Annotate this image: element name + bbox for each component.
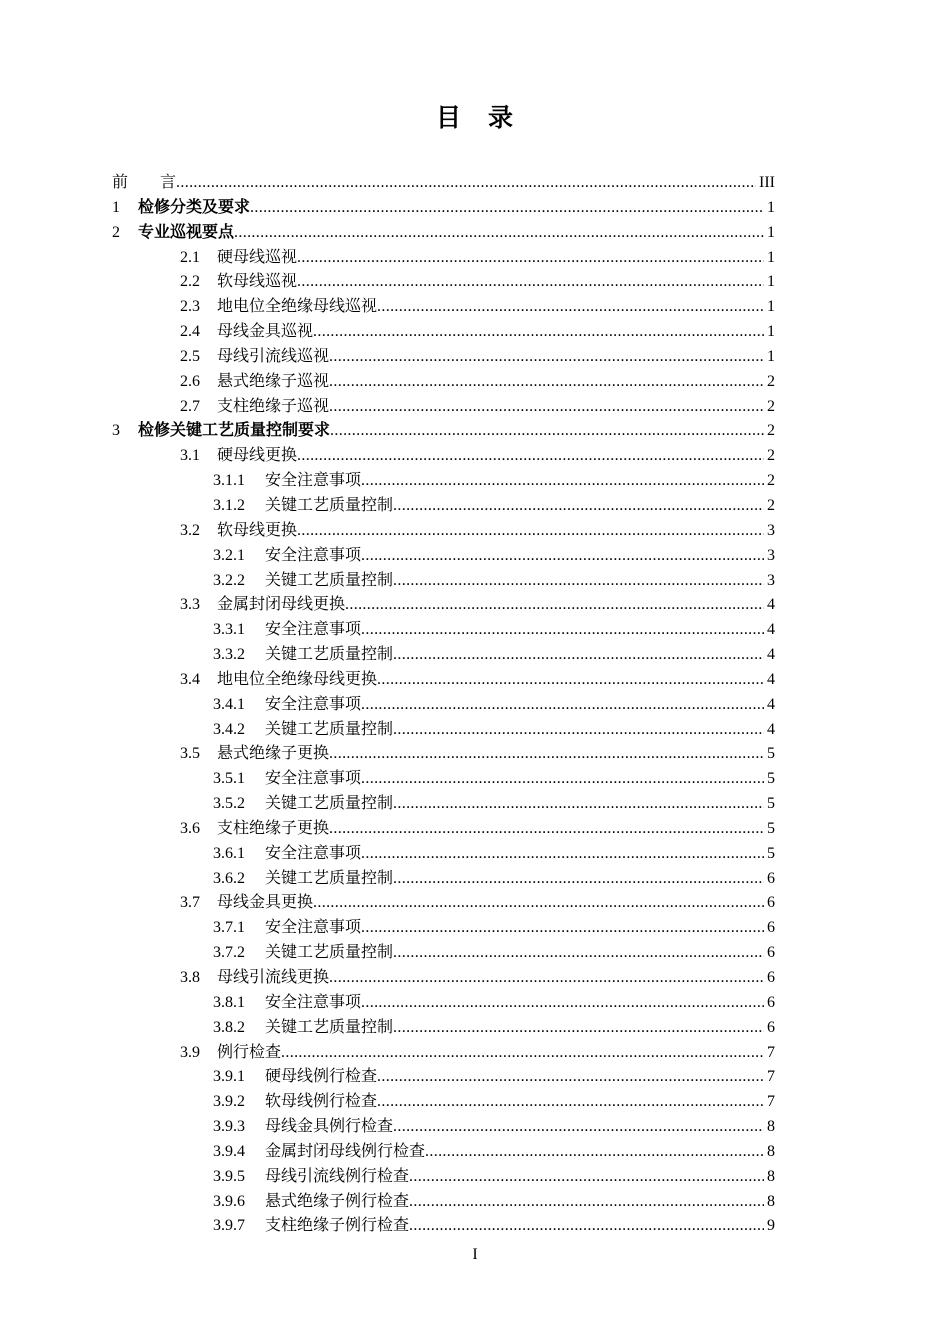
toc-entry[interactable] [112, 1115, 775, 1140]
toc-leader-dots [377, 295, 764, 320]
toc-entry-number: 3.9.5 [213, 1167, 245, 1185]
toc-entry[interactable] [112, 469, 775, 494]
toc-page-number: 3 [767, 571, 775, 589]
toc-entry-number: 3.4 [180, 670, 200, 688]
toc-leader-dots [250, 196, 764, 221]
toc-entry-number: 3.9 [180, 1043, 200, 1061]
toc-leader-dots [409, 1214, 764, 1239]
toc-leader-dots [361, 767, 764, 792]
toc-entry-number: 3.1.1 [213, 472, 245, 490]
toc-entry-label: 安全注意事项 [265, 621, 362, 639]
toc-entry[interactable] [112, 1140, 775, 1165]
toc-entry[interactable] [112, 270, 775, 295]
toc-page-number: 3 [767, 521, 775, 539]
toc-entry-label: 安全注意事项 [265, 472, 362, 490]
toc-leader-dots [176, 171, 756, 196]
toc-entry-number: 3.4.2 [213, 720, 245, 738]
toc-leader-dots [330, 419, 764, 444]
toc-entry-number: 3.4.1 [213, 695, 245, 713]
toc-entry[interactable] [112, 569, 775, 594]
toc-entry[interactable] [112, 494, 775, 519]
toc-entry[interactable] [112, 419, 775, 444]
toc-leader-dots [393, 1115, 764, 1140]
toc-title: 目 录 [435, 105, 514, 132]
toc-entry-label: 专业巡视要点 [138, 223, 235, 241]
toc-leader-dots [361, 842, 764, 867]
toc-leader-dots [377, 668, 764, 693]
toc-entry-label: 检修分类及要求 [138, 198, 251, 216]
toc-entry[interactable] [112, 668, 775, 693]
toc-entry[interactable] [112, 544, 775, 569]
toc-entry[interactable] [112, 966, 775, 991]
toc-entry-label: 关键工艺质量控制 [265, 795, 394, 813]
toc-entry-number: 3.9.4 [213, 1142, 245, 1160]
toc-entry-label: 母线引流线更换 [217, 969, 330, 986]
toc-leader-dots [361, 618, 764, 643]
toc-entry[interactable] [112, 519, 775, 544]
toc-leader-dots [393, 867, 764, 892]
toc-page-number: 1 [767, 323, 775, 341]
toc-page-number: 1 [767, 223, 775, 241]
toc-entry-number: 3.1 [180, 447, 200, 465]
toc-entry-label: 支柱绝缘子巡视 [217, 397, 330, 415]
toc-entry-label: 地电位全绝缘母线巡视 [217, 298, 378, 316]
toc-entry-label: 软母线例行检查 [265, 1093, 378, 1111]
toc-leader-dots [329, 966, 764, 991]
toc-page-number: 1 [767, 248, 775, 266]
toc-entry-label: 支柱绝缘子更换 [217, 819, 330, 837]
toc-leader-dots [297, 246, 764, 271]
toc-entry[interactable] [112, 593, 775, 618]
toc-entry[interactable] [112, 1190, 775, 1215]
toc-entry[interactable] [112, 295, 775, 320]
toc-entry[interactable] [112, 1214, 775, 1239]
toc-entry-label: 关键工艺质量控制 [265, 571, 394, 589]
toc-leader-dots [329, 370, 764, 395]
toc-entry-label: 软母线更换 [217, 521, 298, 539]
toc-leader-dots [281, 1041, 764, 1066]
toc-page-number: 8 [767, 1167, 775, 1185]
toc-entry-number: 2.5 [180, 347, 200, 365]
toc-leader-dots [361, 693, 764, 718]
toc-entry-label: 安全注意事项 [265, 770, 362, 788]
toc-page-number: 3 [767, 546, 775, 564]
toc-page-number: 1 [767, 198, 775, 216]
toc-entry-label: 母线金具更换 [217, 894, 314, 912]
toc-leader-dots [313, 320, 764, 345]
toc-entry-number: 3.2.1 [213, 546, 245, 564]
toc-leader-dots [361, 469, 764, 494]
toc-leader-dots [234, 221, 764, 246]
toc-page-number: 4 [767, 596, 775, 614]
toc-entry-label: 悬式绝缘子例行检查 [265, 1192, 410, 1210]
toc-entry-number: 3.9.6 [213, 1192, 245, 1210]
toc-entry-number: 3.7.2 [213, 944, 245, 962]
toc-entry-label: 关键工艺质量控制 [265, 496, 394, 514]
toc-entry-number: 3.5.2 [213, 795, 245, 813]
toc-page-number: 4 [767, 720, 775, 738]
toc-leader-dots [329, 742, 764, 767]
toc-page-number: 4 [767, 670, 775, 688]
toc-entry[interactable] [112, 320, 775, 345]
toc-entry-number: 3.1.2 [213, 496, 245, 514]
toc-entry[interactable] [112, 867, 775, 892]
toc-leader-dots [377, 1090, 764, 1115]
toc-page-number: 1 [767, 347, 775, 365]
toc-entry-number: 3.5 [180, 745, 200, 763]
toc-page-number: 8 [767, 1142, 775, 1160]
footer-page-number: I [472, 1246, 478, 1264]
toc-entry-number: 3.6.2 [213, 869, 245, 887]
toc-entry-label: 悬式绝缘子更换 [217, 745, 330, 763]
toc-entry[interactable] [112, 370, 775, 395]
toc-entry-number: 2.7 [180, 397, 200, 415]
toc-entry[interactable] [112, 891, 775, 916]
toc-entry-label: 前 言 [112, 174, 177, 191]
toc-page-number: 6 [767, 919, 775, 937]
toc-entry-number: 3.6 [180, 819, 200, 837]
toc-entry-label: 支柱绝缘子例行检查 [265, 1217, 410, 1235]
toc-leader-dots [425, 1140, 764, 1165]
toc-page-number: 4 [767, 621, 775, 639]
toc-entry-label: 母线金具例行检查 [265, 1118, 394, 1136]
toc-page-number: 5 [767, 770, 775, 788]
toc-entry-number: 3.2 [180, 521, 200, 539]
toc-entry-label: 安全注意事项 [265, 695, 362, 713]
toc-entry[interactable] [112, 718, 775, 743]
toc-entry-number: 3.9.2 [213, 1093, 245, 1111]
toc-entry-number: 3.5.1 [213, 770, 245, 788]
toc-entry-number: 2 [112, 223, 120, 241]
toc-entry-number: 3.3.1 [213, 621, 245, 639]
toc-page-number: 6 [767, 944, 775, 962]
toc-leader-dots [329, 817, 764, 842]
toc-entry-label: 悬式绝缘子巡视 [217, 372, 330, 390]
toc-page-number: 6 [767, 1018, 775, 1036]
toc-entry-label: 安全注意事项 [265, 993, 362, 1011]
toc-entry-label: 金属封闭母线更换 [217, 596, 346, 614]
toc-page-number: 6 [767, 993, 775, 1011]
toc-entry[interactable] [112, 817, 775, 842]
toc-entry-label: 关键工艺质量控制 [265, 720, 394, 738]
toc-entry[interactable] [112, 171, 775, 196]
toc-leader-dots [409, 1190, 764, 1215]
toc-entry[interactable] [112, 792, 775, 817]
toc-entry[interactable] [112, 842, 775, 867]
toc-entry-number: 2.6 [180, 372, 200, 390]
toc-entry-label: 检修关键工艺质量控制要求 [138, 422, 331, 440]
toc-entry-number: 2.2 [180, 273, 200, 291]
toc-page-number: 6 [767, 869, 775, 887]
toc-entry-number: 1 [112, 198, 120, 216]
toc-entry[interactable] [112, 941, 775, 966]
toc-entry[interactable] [112, 246, 775, 271]
toc-entry-label: 母线金具巡视 [217, 323, 314, 341]
toc-entry-number: 3.2.2 [213, 571, 245, 589]
toc-page-number: 2 [767, 472, 775, 490]
toc-entry[interactable] [112, 693, 775, 718]
toc-leader-dots [297, 270, 764, 295]
toc-entry[interactable] [112, 1016, 775, 1041]
toc-page-number: 6 [767, 969, 775, 986]
toc-entry-number: 3.8 [180, 969, 200, 986]
toc-page-number: 5 [767, 844, 775, 862]
toc-entry-label: 硬母线例行检查 [265, 1068, 378, 1086]
toc-leader-dots [393, 643, 764, 668]
toc-entry-label: 软母线巡视 [217, 273, 298, 291]
toc-page-number: 9 [767, 1217, 775, 1235]
toc-entry-label: 母线引流线例行检查 [265, 1167, 410, 1185]
toc-entry-number: 3.9.1 [213, 1068, 245, 1086]
toc-page-number: 2 [767, 397, 775, 415]
toc-entry-label: 母线引流线巡视 [217, 347, 330, 365]
toc-entry[interactable] [112, 1090, 775, 1115]
toc-entry-number: 3.3 [180, 596, 200, 614]
toc-page-number: 8 [767, 1118, 775, 1136]
toc-entry-label: 关键工艺质量控制 [265, 646, 394, 664]
toc-entry-label: 安全注意事项 [265, 844, 362, 862]
toc-entry[interactable] [112, 618, 775, 643]
toc-entry[interactable] [112, 1165, 775, 1190]
toc-entry-number: 3 [112, 422, 120, 440]
toc-entry-number: 3.8.2 [213, 1018, 245, 1036]
toc-leader-dots [313, 891, 764, 916]
toc-leader-dots [409, 1165, 764, 1190]
toc-leader-dots [361, 991, 764, 1016]
toc-leader-dots [393, 718, 764, 743]
toc-entry[interactable] [112, 444, 775, 469]
toc-page-number: 7 [767, 1043, 775, 1061]
toc-leader-dots [393, 494, 764, 519]
toc-entry-label: 关键工艺质量控制 [265, 869, 394, 887]
toc-entry-number: 2.1 [180, 248, 200, 266]
toc-entry[interactable] [112, 345, 775, 370]
toc-leader-dots [393, 792, 764, 817]
toc-leader-dots [329, 345, 764, 370]
toc-page-number: 2 [767, 496, 775, 514]
toc-entry-number: 3.9.3 [213, 1118, 245, 1136]
toc-leader-dots [329, 395, 764, 420]
toc-page-number: 2 [767, 372, 775, 390]
toc-leader-dots [345, 593, 764, 618]
toc-leader-dots [393, 941, 764, 966]
toc-entry[interactable] [112, 767, 775, 792]
toc-entry-label: 硬母线更换 [217, 447, 298, 465]
toc-entry-label: 关键工艺质量控制 [265, 1018, 394, 1036]
toc-entry[interactable] [112, 221, 775, 246]
toc-entry-label: 硬母线巡视 [217, 248, 298, 266]
toc-leader-dots [361, 916, 764, 941]
toc-entry-number: 2.3 [180, 298, 200, 316]
toc-entry-number: 3.7.1 [213, 919, 245, 937]
toc-entry[interactable] [112, 1041, 775, 1066]
toc-page-number: 1 [767, 273, 775, 291]
toc-page-number: 1 [767, 298, 775, 316]
toc-entry[interactable] [112, 991, 775, 1016]
toc-entry-number: 3.9.7 [213, 1217, 245, 1235]
toc-page-number: 5 [767, 795, 775, 813]
toc-page-number: 4 [767, 695, 775, 713]
toc-entry-number: 3.3.2 [213, 646, 245, 664]
toc-entry-label: 安全注意事项 [265, 546, 362, 564]
toc-entry[interactable] [112, 916, 775, 941]
toc-leader-dots [393, 1016, 764, 1041]
toc-page-number: 7 [767, 1068, 775, 1086]
toc-page-number: III [759, 174, 775, 191]
toc-entry-label: 关键工艺质量控制 [265, 944, 394, 962]
toc-page-number: 8 [767, 1192, 775, 1210]
toc-leader-dots [377, 1065, 764, 1090]
toc-entry-number: 3.7 [180, 894, 200, 912]
toc-page-number: 7 [767, 1093, 775, 1111]
toc-leader-dots [361, 544, 764, 569]
toc-entry[interactable] [112, 742, 775, 767]
toc-leader-dots [297, 444, 764, 469]
toc-entry-number: 2.4 [180, 323, 200, 341]
toc-entry-number: 3.6.1 [213, 844, 245, 862]
toc-page-number: 5 [767, 745, 775, 763]
toc-entry[interactable] [112, 643, 775, 668]
toc-entry-label: 安全注意事项 [265, 919, 362, 937]
toc-page-number: 6 [767, 894, 775, 912]
toc-entry-label: 例行检查 [217, 1043, 282, 1061]
toc-leader-dots [297, 519, 764, 544]
toc-leader-dots [393, 569, 764, 594]
toc-entry[interactable] [112, 395, 775, 420]
toc-entry[interactable] [112, 1065, 775, 1090]
toc-page-number: 2 [767, 447, 775, 465]
toc-entry-label: 金属封闭母线例行检查 [265, 1142, 426, 1160]
toc-page-number: 2 [767, 422, 775, 440]
toc-list [112, 171, 775, 1239]
toc-entry[interactable] [112, 196, 775, 221]
toc-entry-number: 3.8.1 [213, 993, 245, 1011]
toc-page-number: 5 [767, 819, 775, 837]
toc-page-number: 4 [767, 646, 775, 664]
toc-entry-label: 地电位全绝缘母线更换 [217, 670, 378, 688]
